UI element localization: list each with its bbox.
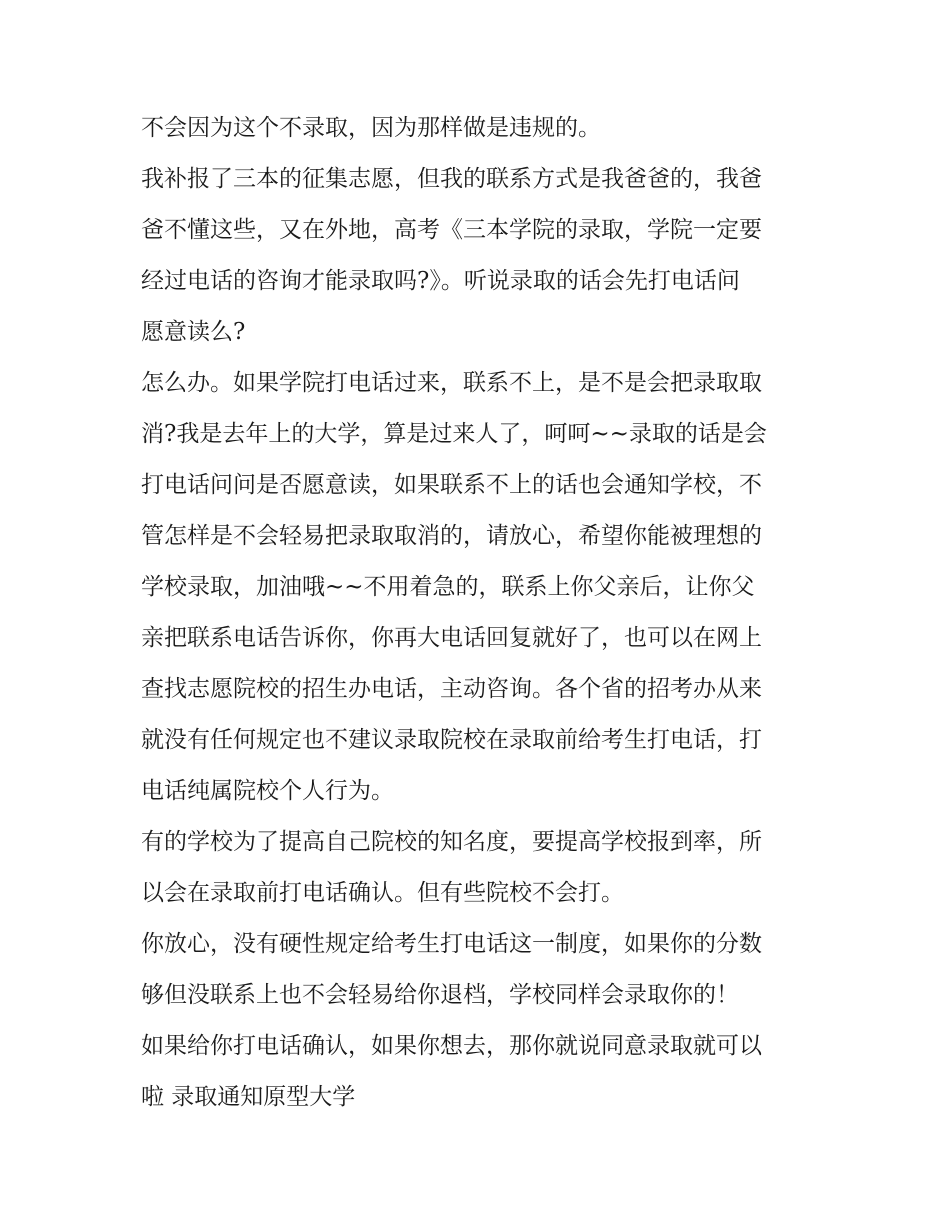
text-line: 愿意读么? [141,319,246,345]
text-line: 电话纯属院校个人行为。 [141,778,394,804]
text-line: 亲把联系电话告诉你，你再大电话回复就好了，也可以在网上 [141,625,762,651]
text-line: 管怎样是不会轻易把录取取消的，请放心，希望你能被理想的 [141,523,762,549]
text-line: 查找志愿院校的招生办电话，主动咨询。各个省的招考办从来 [141,676,762,702]
text-line: 以会在录取前打电话确认。但有些院校不会打。 [141,880,624,906]
text-line: 不会因为这个不录取，因为那样做是违规的。 [141,115,601,141]
text-line: 经过电话的咨询才能录取吗?》。听说录取的话会先打电话问 [141,268,740,294]
text-line: 消?我是去年上的大学，算是过来人了，呵呵~~录取的话是会 [141,421,767,447]
text-line: 学校录取，加油哦~~不用着急的，联系上你父亲后，让你父 [141,574,755,600]
text-line: 爸不懂这些，又在外地，高考《三本学院的录取，学院一定要 [141,217,762,243]
text-line: 打电话问问是否愿意读，如果联系不上的话也会通知学校，不 [141,472,762,498]
text-line: 就没有任何规定也不建议录取院校在录取前给考生打电话，打 [141,727,762,753]
text-line: 有的学校为了提高自己院校的知名度，要提高学校报到率，所 [141,829,762,855]
document-body [141,103,821,1123]
text-line: 怎么办。如果学院打电话过来，联系不上，是不是会把录取取 [141,370,762,396]
text-line: 如果给你打电话确认，如果你想去，那你就说同意录取就可以 [141,1033,762,1059]
text-line: 你放心，没有硬性规定给考生打电话这一制度，如果你的分数 [141,931,762,957]
text-line: 够但没联系上也不会轻易给你退档，学校同样会录取你的！ [141,982,739,1008]
text-line: 我补报了三本的征集志愿，但我的联系方式是我爸爸的，我爸 [141,166,762,192]
text-line: 啦 录取通知原型大学 [141,1084,356,1110]
